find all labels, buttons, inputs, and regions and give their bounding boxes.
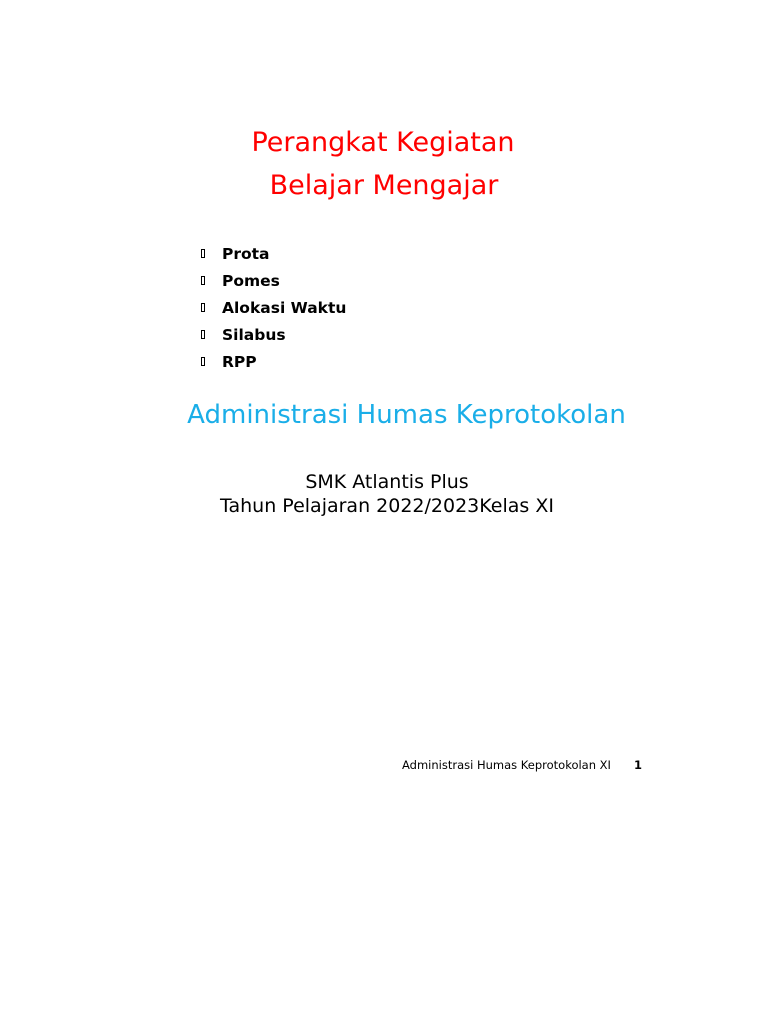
bullet-icon: [201, 357, 205, 366]
list-item-label: Pomes: [222, 271, 280, 290]
list-item: [199, 348, 346, 375]
list-item: [199, 267, 346, 294]
list-item-label: Prota: [222, 244, 270, 263]
document-list: [199, 240, 346, 375]
title-line-1: Perangkat Kegiatan: [251, 127, 515, 158]
bullet-icon: [201, 330, 205, 339]
bullet-icon: [201, 303, 205, 312]
bullet-icon: [201, 276, 205, 285]
list-item-label: Silabus: [222, 325, 286, 344]
bullet-icon: [201, 249, 205, 258]
list-item: [199, 321, 346, 348]
school-name: SMK Atlantis Plus: [305, 471, 469, 493]
list-item: [199, 294, 346, 321]
list-item-label: RPP: [222, 352, 257, 371]
page-number: 1: [634, 758, 643, 772]
title-line-2: Belajar Mengajar: [269, 170, 499, 201]
subject-heading: Administrasi Humas Keprotokolan: [187, 400, 626, 430]
page-footer-text: Administrasi Humas Keprotokolan XI: [402, 758, 611, 772]
list-item-label: Alokasi Waktu: [222, 298, 347, 317]
academic-year-class: Tahun Pelajaran 2022/2023Kelas XI: [220, 495, 554, 517]
list-item: [199, 240, 346, 267]
